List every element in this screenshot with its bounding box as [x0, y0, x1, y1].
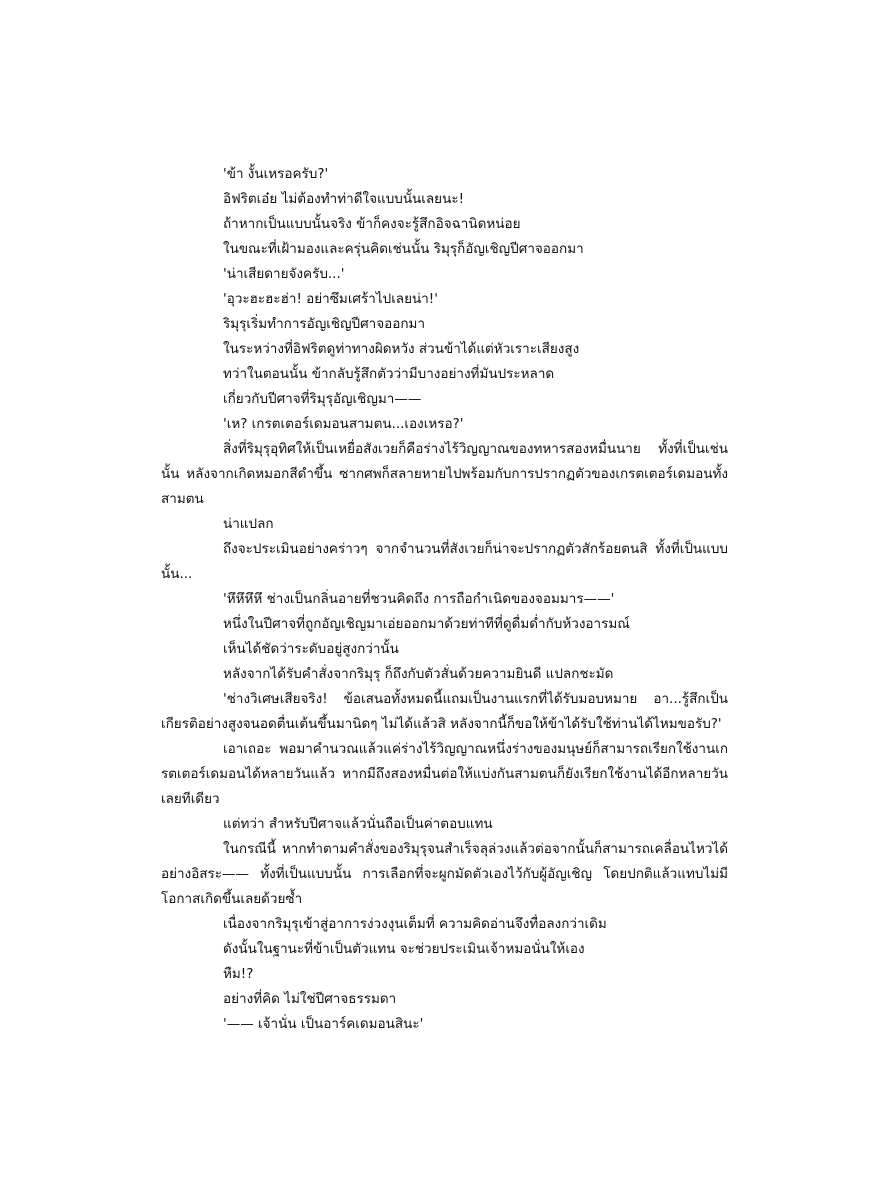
- paragraph: '—— เจ้านั่น เป็นอาร์คเดมอนสินะ': [223, 1016, 424, 1032]
- paragraph: 'ช่างวิเศษเสียจริง! ข้อเสนอทั้งหมดนี้แถมเป็นงานแรกที่ได้รับมอบหมาย อา...รู้สึกเป็นเกียรติอย่างสูงจนอดตื่นเต้นขึ้นมานิดๆ ไม่ได้แล้วสิ หลังจากนี้ก็ขอให้ข้าได้รับใช้ท่านได้ไหมขอรับ?': [161, 691, 728, 732]
- paragraph: เนื่องจากริมุรุเข้าสู่อาการง่วงงุนเต็มที่ ความคิดอ่านจึงทื่อลงกว่าเดิม: [223, 916, 607, 932]
- paragraph: 'น่าเสียดายจังครับ...': [223, 266, 345, 282]
- paragraph: หืม!?: [223, 966, 254, 982]
- paragraph: 'หึหึหึหึ ช่างเป็นกลิ่นอายที่ชวนคิดถึง การถือกำเนิดของจอมมาร——': [223, 591, 615, 607]
- paragraph: น่าแปลก: [223, 516, 274, 532]
- paragraph: อย่างที่คิด ไม่ใช่ปีศาจธรรมดา: [223, 991, 397, 1007]
- paragraph: เอาเถอะ พอมาคำนวณแล้วแค่ร่างไร้วิญญาณหนึ่งร่างของมนุษย์ก็สามารถเรียกใช้งานเกรตเตอร์เดมอนได้หลายวันแล้ว หากมีถึงสองหมื่นต่อให้แบ่งกันสามตนก็ยังเรียกใช้งานได้อีกหลายวันเลยทีเดียว: [161, 741, 728, 807]
- paragraph: ริมุรุเริ่มทำการอัญเชิญปีศาจออกมา: [223, 316, 426, 332]
- paragraph: แต่ทว่า สำหรับปีศาจแล้วนั่นถือเป็นค่าตอบแทน: [223, 816, 493, 832]
- paragraph: หลังจากได้รับคำสั่งจากริมุรุ ก็ถึงกับตัวสั่นด้วยความยินดี แปลกชะมัด: [223, 666, 614, 682]
- paragraph: ในกรณีนี้ หากทำตามคำสั่งของริมุรุจนสำเร็จลุล่วงแล้วต่อจากนั้นก็สามารถเคลื่อนไหวได้อย่างอิสระ—— ทั้งที่เป็นแบบนั้น การเลือกที่จะผูกมัดตัวเองไว้กับผู้อัญเชิญ โดยปกติแล้วแทบไม่มีโอกาสเกิดขึ้นเลยด้วยซ้ำ: [161, 841, 728, 907]
- paragraph: ดังนั้นในฐานะที่ข้าเป็นตัวแทน จะช่วยประเมินเจ้าหมอนั่นให้เอง: [223, 941, 585, 957]
- paragraph: สิ่งที่ริมุรุอุทิศให้เป็นเหยื่อสังเวยก็คือร่างไร้วิญญาณของทหารสองหมื่นนาย ทั้งที่เป็นเช่นนั้น หลังจากเกิดหมอกสีดำขึ้น ซากศพก็สลายหายไปพร้อมกับการปรากฏตัวของเกรตเตอร์เดมอนทั้งสามตน: [161, 441, 728, 507]
- paragraph: ในขณะที่เฝ้ามองและครุ่นคิดเช่นนั้น ริมุรุก็อัญเชิญปีศาจออกมา: [223, 241, 584, 257]
- paragraph: ในระหว่างที่อิฟริตดูท่าทางผิดหวัง ส่วนข้าได้แต่หัวเราะเสียงสูง: [223, 341, 580, 357]
- body-text: [161, 162, 728, 1037]
- paragraph: 'ข้า งั้นเหรอครับ?': [223, 166, 329, 182]
- paragraph: เกี่ยวกับปีศาจที่ริมุรุอัญเชิญมา——: [223, 391, 422, 407]
- paragraph: อิฟริตเอ๋ย ไม่ต้องทำท่าดีใจแบบนั้นเลยนะ!: [223, 191, 464, 207]
- paragraph: 'เห? เกรตเตอร์เดมอนสามตน...เองเหรอ?': [223, 416, 464, 432]
- paragraph: หนึ่งในปีศาจที่ถูกอัญเชิญมาเอ่ยออกมาด้วยท่าทีที่ดูดื่มด่ำกับห้วงอารมณ์: [223, 616, 630, 632]
- paragraph: 'อุวะฮะฮะฮ่า! อย่าซึมเศร้าไปเลยน่า!': [223, 291, 438, 307]
- paragraph: ทว่าในตอนนั้น ข้ากลับรู้สึกตัวว่ามีบางอย่างที่มันประหลาด: [223, 366, 555, 382]
- paragraph: ถ้าหากเป็นแบบนั้นจริง ข้าก็คงจะรู้สึกอิจฉานิดหน่อย: [223, 216, 521, 232]
- paragraph: เห็นได้ชัดว่าระดับอยู่สูงกว่านั้น: [223, 641, 399, 657]
- paragraph: ถึงจะประเมินอย่างคร่าวๆ จากจำนวนที่สังเวยก็น่าจะปรากฏตัวสักร้อยตนสิ ทั้งที่เป็นแบบนั้น...: [161, 541, 728, 582]
